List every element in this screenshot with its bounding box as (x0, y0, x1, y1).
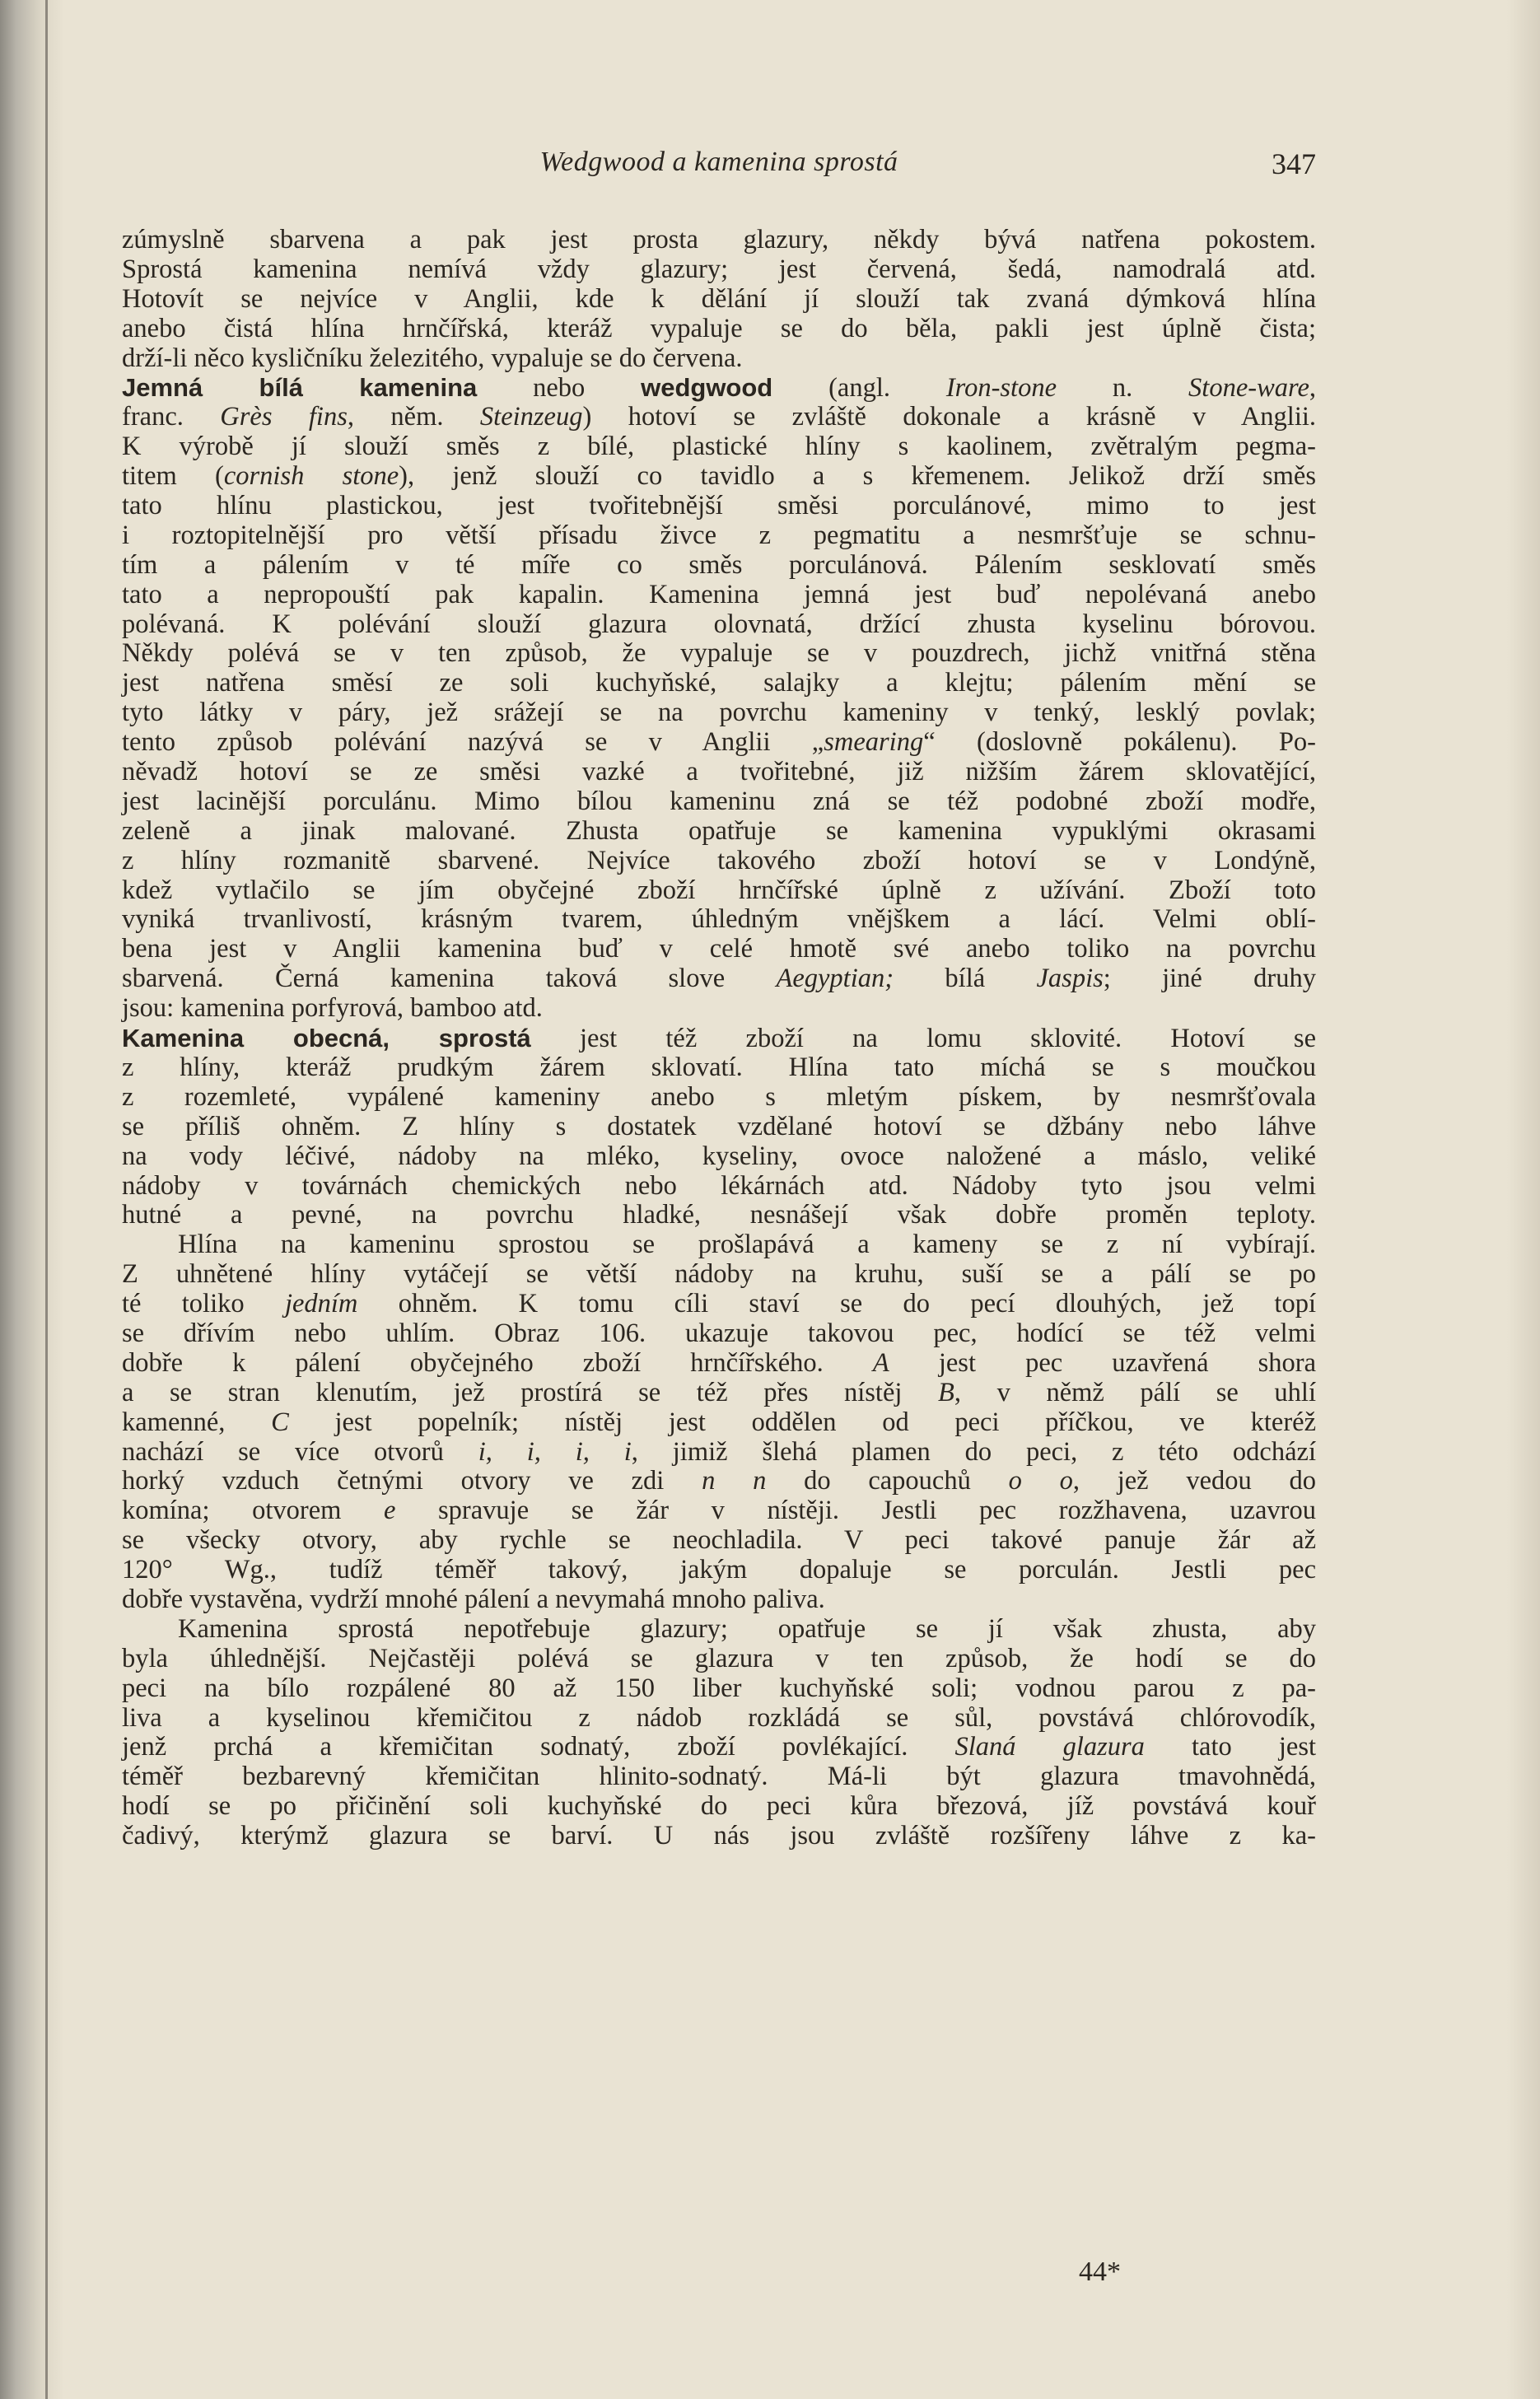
text-span: 120° Wg., tudíž téměř takový, jakým dopaluje se porculán. Jestli pec (122, 1555, 1316, 1585)
text-line (122, 581, 1316, 610)
text-line (122, 1674, 1316, 1704)
page-content (122, 147, 1316, 1851)
text-line (122, 728, 1316, 758)
text-span: z rozemleté, vypálené kameniny anebo s mletým pískem, by nesmršťovala (122, 1081, 1316, 1112)
text-span: nádoby v továrnách chemických nebo lékárnách atd. Nádoby tyto jsou velmi (122, 1170, 1316, 1201)
text-line (122, 226, 1316, 255)
text-span: tyto látky v páry, jež srážejí se na povrchu kameniny v tenký, lesklý povlak; (122, 698, 1316, 728)
text-span: Někdy polévá se v ten způsob, že vypaluje se v pouzdrech, jichž vnitřná stěna (122, 638, 1316, 669)
text-line (122, 1822, 1316, 1851)
italic-term: Jaspis (1036, 964, 1104, 994)
text-span: zúmyslně sbarvena a pak jest prosta glazury, někdy bývá natřena pokostem. (122, 225, 1316, 254)
text-line (122, 1408, 1316, 1438)
text-span: dobře k pálení obyčejného zboží hrnčířského. (122, 1347, 873, 1378)
text-span: sbarvená. Černá kamenina taková slove (122, 964, 777, 994)
text-span: jest lacinější porculánu. Mimo bílou kameninu zná se též podobné zboží modře, (122, 786, 1316, 816)
text-line (122, 994, 1316, 1024)
text-line (122, 610, 1316, 640)
italic-term: i, i, i, i (478, 1436, 632, 1467)
italic-term: n n (702, 1466, 767, 1496)
text-span: zeleně a jinak malované. Zhusta opatřuje se kamenina vypuklými okrasami (122, 815, 1316, 846)
text-span: i roztopitelnější pro větší přísadu živce z pegmatitu a nesmršťuje se schnu- (122, 520, 1316, 550)
text-span: se příliš ohněm. Z hlíny s dostatek vzdělané hotoví se džbány nebo láhve (122, 1111, 1316, 1141)
page-number: 347 (1272, 147, 1316, 180)
text-span: a se stran klenutím, jež prostírá se též přes nístěj (122, 1377, 939, 1407)
text-span: tím a pálením v té míře co směs porculánová. Pálením sesklovatí směs (122, 549, 1316, 580)
text-span: hutné a pevné, na povrchu hladké, nesnášejí však dobře proměn teploty. (122, 1200, 1316, 1230)
text-span: peci na bílo rozpálené 80 až 150 liber kuchyňské soli; vodnou parou z pa- (122, 1673, 1316, 1703)
text-span: jest popelník; nístěj jest oddělen od peci příčkou, ve kteréž (288, 1407, 1316, 1437)
text-line (122, 551, 1316, 581)
text-line (122, 1319, 1316, 1349)
text-span: tato a nepropouští pak kapalin. Kamenina jemná jest buď nepolévaná anebo (122, 579, 1316, 609)
text-span: Hotovít se nejvíce v Anglii, kde k dělání jí slouží tak zvaná dýmková hlína (122, 283, 1316, 314)
text-span: K výrobě jí slouží směs z bílé, plastické hlíny s kaolinem, zvětralým pegma- (122, 432, 1316, 462)
text-span: z hlíny rozmanitě sbarvené. Nejvíce takového zboží hotoví se v Londýně, (122, 845, 1316, 875)
bold-term: wedgwood (641, 373, 773, 403)
text-line (122, 1260, 1316, 1290)
bold-term: Kamenina obecná, sprostá (122, 1024, 531, 1053)
text-line (122, 1526, 1316, 1556)
italic-term: Stone-ware (1188, 373, 1309, 404)
text-span: jest pec uzavřená shora (889, 1347, 1317, 1378)
text-span: n. (1057, 373, 1189, 404)
text-span: franc. (122, 402, 221, 432)
text-span: drží-li něco kysličníku železitého, vypaluje se do červena. (122, 343, 743, 373)
text-span: ) hotoví se zvláště dokonale a krásně v Anglii. (582, 402, 1317, 432)
text-line (122, 1438, 1316, 1468)
text-line (122, 1379, 1316, 1408)
text-line (122, 669, 1316, 698)
italic-term: B (938, 1377, 954, 1407)
text-span: bílá (894, 964, 1037, 994)
text-span: na vody léčivé, nádoby na mléko, kyseliny, ovoce naložené a máslo, veliké (122, 1141, 1316, 1171)
text-line (122, 1645, 1316, 1674)
text-line (122, 373, 1316, 403)
text-span: Z uhnětené hlíny vytáčejí se větší nádoby na kruhu, suší se a pálí se po (122, 1259, 1316, 1290)
text-span: byla úhlednější. Nejčastěji polévá se glazura v ten způsob, že hodí se do (122, 1643, 1316, 1673)
text-line (122, 964, 1316, 994)
text-line (122, 1201, 1316, 1230)
text-span: tato jest (1144, 1732, 1316, 1762)
text-span: vyniká trvanlivostí, krásným tvarem, úhledným vnějškem a lácí. Velmi oblí- (122, 904, 1316, 935)
italic-term: Steinzeug (479, 402, 583, 432)
text-span: z hlíny, kteráž prudkým žárem sklovatí. Hlína tato míchá se s moučkou (122, 1052, 1316, 1082)
text-line (122, 403, 1316, 432)
text-line (122, 817, 1316, 847)
text-line (122, 315, 1316, 344)
text-line (122, 1704, 1316, 1734)
text-span: jest natřena směsí ze soli kuchyňské, salajky a klejtu; pálením mění se (122, 668, 1316, 698)
text-span: kamenné, (122, 1407, 272, 1437)
italic-term: jedním (284, 1289, 358, 1319)
text-line (122, 639, 1316, 669)
text-span: (angl. (772, 373, 946, 404)
text-span: kdež vytlačilo se jím obyčejné zboží hrnčířské úplně z užívání. Zboží toto (122, 875, 1316, 905)
text-span: jsou: kamenina porfyrová, bamboo atd. (122, 993, 543, 1024)
italic-term: smearing (824, 727, 924, 758)
text-span: téměř bezbarevný křemičitan hlinito-sodnatý. Má-li být glazura tmavohnědá, (122, 1762, 1316, 1792)
text-span: dobře vystavěna, vydrží mnohé pálení a nevymahá mnoho paliva. (122, 1584, 825, 1614)
text-line (122, 1615, 1316, 1645)
text-span: “ (doslovně pokálenu). Po- (923, 727, 1316, 758)
text-line (122, 521, 1316, 551)
italic-term: A (872, 1347, 889, 1378)
text-line (122, 1290, 1316, 1319)
text-span: , v němž pálí se uhlí (954, 1377, 1316, 1407)
text-span: , (1309, 373, 1316, 404)
text-span: se všecky otvory, aby rychle se neochladila. V peci takové panuje žár až (122, 1525, 1316, 1556)
text-line (122, 758, 1316, 787)
text-span: jenž prchá a křemičitan sodnatý, zboží povlékající. (122, 1732, 955, 1762)
text-line (122, 1585, 1316, 1615)
text-line (122, 255, 1316, 285)
text-line (122, 905, 1316, 935)
text-span: nachází se více otvorů (122, 1436, 478, 1467)
text-span: ), jenž slouží co tavidlo a s křemenem. Jelikož drží směs (399, 461, 1316, 492)
binding-line (45, 0, 48, 2399)
text-line (122, 1792, 1316, 1822)
text-span: ohněm. K tomu cíli staví se do pecí dlouhých, jež topí (357, 1289, 1316, 1319)
text-span: bena jest v Anglii kamenina buď v celé hmotě své anebo toliko na povrchu (122, 934, 1316, 964)
text-line (122, 1142, 1316, 1172)
text-line (122, 492, 1316, 521)
text-span: tato hlínu plastickou, jest tvořitebnější směsi porculánové, mimo to jest (122, 491, 1316, 521)
italic-term: Grès fins (220, 402, 348, 432)
text-line (122, 1349, 1316, 1379)
text-span: horký vzduch četnými otvory ve zdi (122, 1466, 702, 1496)
italic-term: cornish stone (223, 461, 399, 492)
italic-term: o o (1008, 1466, 1073, 1496)
italic-term: Iron-stone (945, 373, 1057, 404)
text-line (122, 432, 1316, 462)
signature-mark: 44* (1079, 2257, 1121, 2287)
bold-term: Jemná bílá kamenina (122, 373, 478, 403)
text-span: nebo (477, 373, 642, 404)
text-line (122, 1113, 1316, 1142)
text-span: ; jiné druhy (1103, 964, 1317, 994)
text-span: titem ( (122, 461, 224, 492)
text-span: anebo čistá hlína hrnčířská, kteráž vypaluje se do běla, pakli jest úplně čista; (122, 313, 1316, 343)
text-span: polévaná. K polévání slouží glazura olovnatá, držící zhusta kyselinu bórovou. (122, 609, 1316, 639)
text-span: spravuje se žár v nístěji. Jestli pec rozžhavena, uzavrou (395, 1496, 1316, 1526)
text-line (122, 698, 1316, 728)
text-span: liva a kyselinou křemičitou z nádob rozkládá se sůl, povstává chlórovodík, (122, 1702, 1316, 1733)
text-span: jest též zboží na lomu sklovité. Hotoví se (530, 1024, 1317, 1054)
text-line (122, 1762, 1316, 1792)
text-span: Kamenina sprostá nepotřebuje glazury; opatřuje se jí však zhusta, aby (178, 1613, 1316, 1644)
text-span: té toliko (122, 1289, 285, 1319)
text-line (122, 847, 1316, 876)
text-span: , jež vedou do (1072, 1466, 1317, 1496)
text-span: se dřívím nebo uhlím. Obraz 106. ukazuje takovou pec, hodící se též velmi (122, 1318, 1316, 1348)
text-line (122, 1733, 1316, 1762)
text-line (122, 1024, 1316, 1053)
running-head (122, 147, 1316, 193)
text-line (122, 1230, 1316, 1260)
text-span: něvadž hotoví se ze směsi vazké a tvořitebné, již nižším žárem sklovatějící, (122, 757, 1316, 787)
text-line (122, 1467, 1316, 1496)
text-span: , jimiž šlehá plamen do peci, z této odchází (631, 1436, 1316, 1467)
running-head-title: Wedgwood a kamenina sprostá (539, 147, 898, 177)
text-span: , něm. (347, 402, 480, 432)
italic-term: Aegyptian; (776, 964, 894, 994)
text-line (122, 285, 1316, 315)
text-line (122, 462, 1316, 492)
italic-term: e (384, 1496, 396, 1526)
text-line (122, 787, 1316, 817)
text-line (122, 344, 1316, 374)
text-span: do capouchů (766, 1466, 1009, 1496)
italic-term: C (271, 1407, 289, 1437)
text-span: hodí se po přičinění soli kuchyňské do peci kůra březová, jíž povstává kouř (122, 1791, 1316, 1822)
text-line (122, 935, 1316, 964)
page-edge-shadow (1507, 0, 1540, 2399)
body-text (122, 226, 1316, 1851)
text-line (122, 1172, 1316, 1202)
scan-gutter (0, 0, 64, 2399)
text-span: komína; otvorem (122, 1496, 384, 1526)
italic-term: Slaná glazura (954, 1732, 1145, 1762)
text-line (122, 1556, 1316, 1585)
text-line (122, 1053, 1316, 1083)
text-line (122, 1083, 1316, 1113)
text-line (122, 1496, 1316, 1526)
text-span: Hlína na kameninu sprostou se prošlapává a kameny se z ní vybírají. (178, 1230, 1316, 1260)
text-span: čadivý, kterýmž glazura se barví. U nás jsou zvláště rozšířeny láhve z ka- (122, 1821, 1316, 1851)
text-line (122, 876, 1316, 906)
text-span: Sprostá kamenina nemívá vždy glazury; jest červená, šedá, namodralá atd. (122, 254, 1316, 284)
text-span: tento způsob polévání nazývá se v Anglii „ (122, 727, 824, 758)
